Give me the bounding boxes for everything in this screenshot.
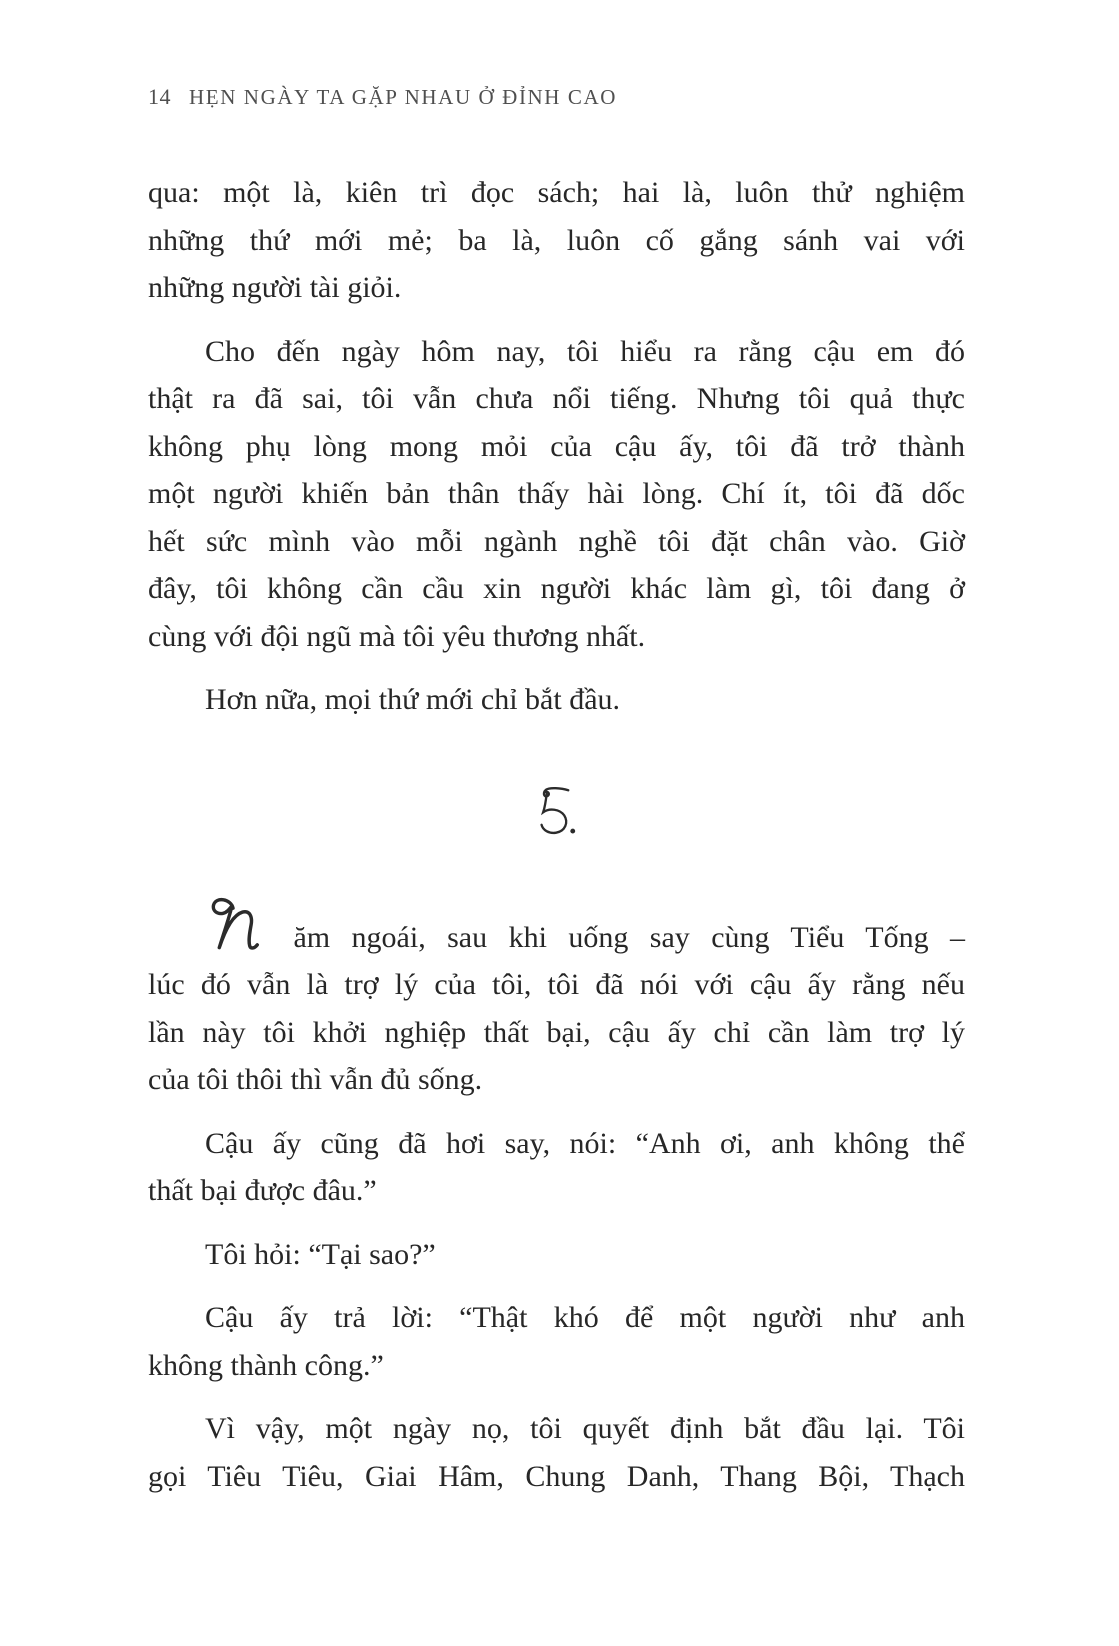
- text-line: những người tài giỏi.: [148, 271, 402, 304]
- paragraph: [148, 894, 965, 1104]
- paragraph: [148, 1405, 965, 1500]
- text-line: Hơn nữa, mọi thứ mới chỉ bắt đầu.: [205, 683, 621, 716]
- text-line: Vì vậy, một ngày nọ, tôi quyết định bắt đầu lại. Tôi: [205, 1412, 965, 1445]
- text-line: Cậu ấy cũng đã hơi say, nói: “Anh ơi, anh không thể: [205, 1126, 965, 1160]
- paragraph: [148, 1294, 965, 1389]
- section-number-5-icon: [536, 784, 577, 836]
- paragraph: [148, 1231, 965, 1279]
- section-number: [148, 784, 965, 836]
- decorative-initial-n-icon: [203, 894, 265, 951]
- paragraph: [148, 328, 965, 661]
- text-line: Cho đến ngày hôm nay, tôi hiểu ra rằng cậu em đó: [205, 334, 965, 368]
- text-line: của tôi thôi thì vẫn đủ sống.: [148, 1063, 483, 1096]
- paragraph-text: ăm ngoái, sau khi uống say cùng Tiểu Tống –: [293, 920, 966, 954]
- page-number: 14: [148, 84, 171, 109]
- text-line: thất bại được đâu.”: [148, 1174, 377, 1207]
- text-line: thật ra đã sai, tôi vẫn chưa nổi tiếng. Nhưng tôi quả thực: [148, 382, 965, 415]
- text-line: Tôi hỏi: “Tại sao?”: [205, 1237, 436, 1271]
- paragraph: [148, 169, 965, 312]
- text-line: không phụ lòng mong mỏi của cậu ấy, tôi đã trở thành: [148, 429, 965, 463]
- paragraph: [148, 676, 965, 724]
- text-line: lúc đó vẫn là trợ lý của tôi, tôi đã nói với cậu ấy rằng nếu: [148, 968, 965, 1001]
- text-line: lần này tôi khởi nghiệp thất bại, cậu ấy chỉ cần làm trợ lý: [148, 1015, 965, 1049]
- text-line: hết sức mình vào mỗi ngành nghề tôi đặt chân vào. Giờ: [148, 524, 965, 558]
- text-line: đây, tôi không cần cầu xin người khác làm gì, tôi đang ở: [148, 572, 965, 605]
- text-line: những thứ mới mẻ; ba là, luôn cố gắng sánh vai với: [148, 223, 965, 257]
- text-line: cùng với đội ngũ mà tôi yêu thương nhất.: [148, 619, 646, 653]
- text-line: không thành công.”: [148, 1348, 384, 1382]
- paragraph: [148, 1120, 965, 1215]
- running-title: HẸN NGÀY TA GẶP NHAU Ở ĐỈNH CAO: [189, 85, 618, 109]
- running-header: [148, 85, 965, 109]
- text-line: một người khiến bản thân thấy hài lòng. Chí ít, tôi đã dốc: [148, 477, 965, 510]
- text-line: qua: một là, kiên trì đọc sách; hai là, luôn thử nghiệm: [148, 176, 965, 209]
- body-text: [148, 169, 965, 1500]
- text-line: [148, 894, 965, 962]
- text-line: gọi Tiêu Tiêu, Giai Hâm, Chung Danh, Thang Bội, Thạch: [148, 1459, 965, 1493]
- text-line: Cậu ấy trả lời: “Thật khó để một người như anh: [205, 1301, 965, 1334]
